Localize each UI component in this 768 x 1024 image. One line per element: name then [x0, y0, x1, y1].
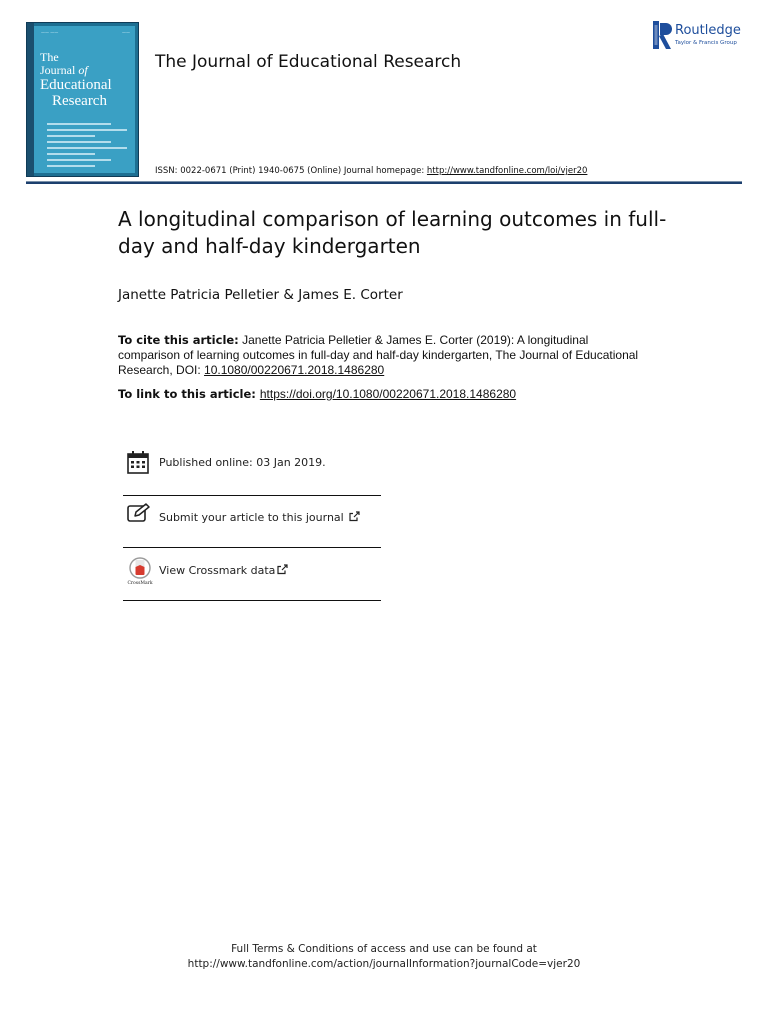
edit-icon	[127, 503, 151, 523]
cover-spine	[27, 23, 34, 176]
footer-terms-line1: Full Terms & Conditions of access and use can be found at	[231, 943, 537, 955]
info-divider-2	[123, 547, 381, 548]
info-divider-1	[123, 495, 381, 496]
publisher-logo	[653, 21, 753, 51]
article-doi-link[interactable]: https://doi.org/10.1080/00220671.2018.1486280	[259, 387, 517, 401]
journal-cover-image	[26, 22, 139, 177]
cover-title-line1: The	[40, 50, 59, 64]
cover-volume-text: —— ——	[41, 30, 59, 35]
calendar-icon	[127, 450, 149, 474]
article-link-line	[118, 387, 516, 401]
citation-block	[118, 333, 653, 378]
cover-contents-list	[47, 123, 127, 171]
article-title: A longitudinal comparison of learning outcomes in full-day and half-day kindergarten	[118, 207, 667, 258]
crossmark-link[interactable]: View Crossmark data	[159, 564, 288, 577]
external-link-icon	[349, 511, 360, 522]
header-divider	[26, 182, 742, 184]
issn-text: ISSN: 0022-0671 (Print) 1940-0675 (Online) Journal homepage:	[155, 166, 427, 176]
routledge-logo-icon	[653, 21, 673, 49]
article-authors: Janette Patricia Pelletier & James E. Corter	[118, 287, 403, 303]
submit-article-row[interactable]	[123, 500, 381, 552]
cite-label: To cite this article:	[118, 333, 239, 347]
published-online-row	[123, 447, 381, 499]
journal-homepage-link[interactable]: http://www.tandfonline.com/loi/vjer20	[426, 166, 588, 176]
info-divider-3	[123, 600, 381, 601]
svg-text:CrossMark: CrossMark	[127, 581, 153, 585]
cite-doi-link[interactable]: 10.1080/00220671.2018.1486280	[204, 363, 385, 377]
submit-article-link[interactable]: Submit your article to this journal	[159, 511, 360, 524]
cover-number-text: ——	[122, 30, 130, 35]
issn-line	[155, 166, 587, 176]
external-link-icon	[277, 564, 288, 575]
journal-name: The Journal of Educational Research	[155, 52, 462, 72]
link-label: To link to this article:	[118, 387, 256, 401]
cover-title	[40, 51, 139, 109]
footer-terms-link[interactable]: http://www.tandfonline.com/action/journalInformation?journalCode=vjer20	[187, 958, 581, 970]
crossmark-icon	[127, 557, 153, 585]
cover-title-line3: Educational	[40, 77, 112, 93]
cover-title-line4: Research	[52, 93, 107, 109]
cover-title-line2: Journal of	[40, 63, 88, 77]
cite-text: Janette Patricia Pelletier & James E. Corter (2019): A longitudinal comparison of learning outcomes in full-day and half-day kindergarten, The Journal of Educational Research, DOI:	[118, 333, 639, 377]
published-online-text: Published online: 03 Jan 2019.	[159, 456, 326, 469]
crossmark-row[interactable]	[123, 553, 381, 605]
footer-terms	[0, 942, 768, 972]
publisher-name: Routledge	[675, 23, 741, 38]
publisher-subtitle: Taylor & Francis Group	[675, 40, 737, 46]
